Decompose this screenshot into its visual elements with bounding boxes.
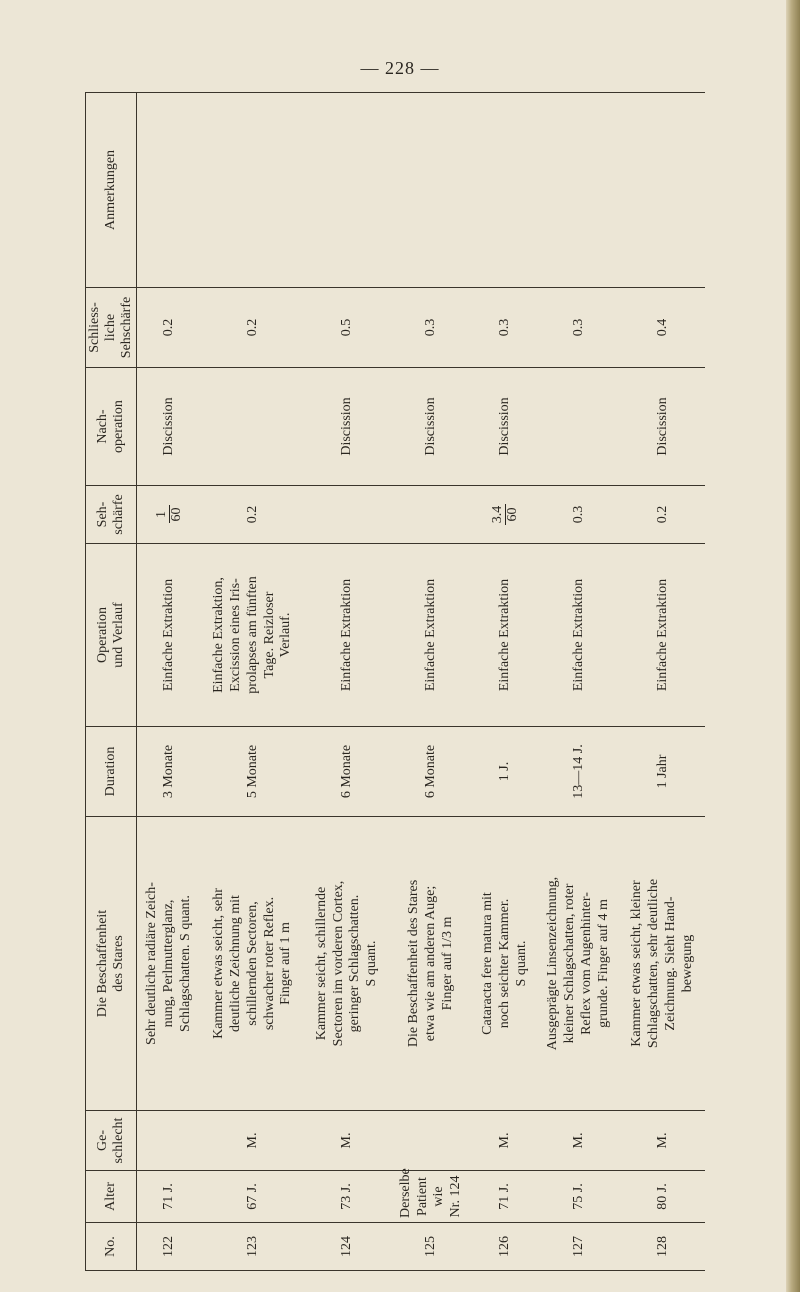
cell-operation: Einfache Extraktion	[537, 544, 621, 727]
cell-no: 126	[473, 1223, 537, 1271]
cell-nachoperation: Discission	[137, 368, 201, 486]
cell-alter: 73 J.	[305, 1171, 389, 1223]
cell-operation: Einfache Extraktion	[621, 544, 705, 727]
cell-beschaffenheit: Cataracta fere matura mit noch seichter Kammer. S quant.	[473, 817, 537, 1111]
header-row	[86, 93, 137, 1271]
cell-duration: 13—14 J.	[537, 727, 621, 817]
header-beschaffenheit: Die Beschaffenheit des Stares	[86, 817, 137, 1111]
cell-beschaffenheit: Kammer etwas seicht, kleiner Schlagschatten, sehr deutliche Zeichnung. Sieht Hand- bewegung	[621, 817, 705, 1111]
table-row	[473, 93, 537, 1271]
cell-schliessliche: 0.3	[389, 288, 473, 368]
cell-geschlecht: M.	[621, 1111, 705, 1171]
cell-operation: Einfache Extraktion	[305, 544, 389, 727]
cell-duration: 5 Monate	[201, 727, 305, 817]
cell-anmerkungen	[473, 93, 537, 288]
cell-anmerkungen	[201, 93, 305, 288]
cell-sehschaerfe: 0.2	[201, 486, 305, 544]
table-body	[137, 93, 705, 1271]
table-row	[305, 93, 389, 1271]
cell-duration: 6 Monate	[389, 727, 473, 817]
cell-schliessliche: 0.4	[621, 288, 705, 368]
header-duration: Duration	[86, 727, 137, 817]
cell-beschaffenheit: Sehr deutliche radiäre Zeich- nung, Perlmutterglanz, Schlagschatten. S quant.	[137, 817, 201, 1111]
cell-sehschaerfe	[473, 486, 537, 544]
cell-beschaffenheit: Kammer etwas seicht, sehr deutliche Zeichnung mit schillernden Sectoren, schwacher roter Reflex. Finger auf 1 m	[201, 817, 305, 1111]
fraction-numerator: 1	[155, 506, 170, 524]
cell-schliessliche: 0.3	[473, 288, 537, 368]
page-number: — 228 —	[360, 58, 440, 78]
cell-sehschaerfe	[389, 486, 473, 544]
cell-geschlecht: M.	[473, 1111, 537, 1171]
cell-geschlecht: M.	[305, 1111, 389, 1171]
table-row	[389, 93, 473, 1271]
cell-sehschaerfe: 0.2	[621, 486, 705, 544]
cell-no: 122	[137, 1223, 201, 1271]
header-nachoperation: Nach- operation	[86, 368, 137, 486]
cell-schliessliche: 0.2	[137, 288, 201, 368]
cell-no: 125	[389, 1223, 473, 1271]
cell-nachoperation: Discission	[305, 368, 389, 486]
header-alter: Alter	[86, 1171, 137, 1223]
table-row	[537, 93, 621, 1271]
cell-duration: 1 J.	[473, 727, 537, 817]
header-operation: Operation und Verlauf	[86, 544, 137, 727]
cell-operation: Einfache Extraktion, Excission eines Iris- prolapses am fünften Tage. Reizloser Verlauf.	[201, 544, 305, 727]
cell-beschaffenheit: Ausgeprägte Linsenzeichnung, kleiner Schlagschatten, roter Reflex vom Augenhinter- grunde. Finger auf 4 m	[537, 817, 621, 1111]
cell-nachoperation: Discission	[621, 368, 705, 486]
cell-alter: 75 J.	[537, 1171, 621, 1223]
cell-nachoperation	[537, 368, 621, 486]
cell-operation: Einfache Extraktion	[137, 544, 201, 727]
cell-alter: Derselbe Patient wie Nr. 124	[389, 1171, 473, 1223]
cell-beschaffenheit: Kammer seicht, schillernde Sectoren im vorderen Cortex, geringer Schlagschatten. S quant.	[305, 817, 389, 1111]
cell-nachoperation	[201, 368, 305, 486]
cell-alter: 71 J.	[137, 1171, 201, 1223]
cell-no: 128	[621, 1223, 705, 1271]
cell-geschlecht	[137, 1111, 201, 1171]
cell-anmerkungen	[621, 93, 705, 288]
cell-anmerkungen	[137, 93, 201, 288]
cell-anmerkungen	[537, 93, 621, 288]
cell-operation: Einfache Extraktion	[473, 544, 537, 727]
header-schliessliche: Schliess- liche Sehschärfe	[86, 288, 137, 368]
header-sehschaerfe: Seh- schärfe	[86, 486, 137, 544]
cell-operation: Einfache Extraktion	[389, 544, 473, 727]
table-row	[137, 93, 201, 1271]
sehschaerfe-fraction	[491, 504, 520, 526]
table-row	[201, 93, 305, 1271]
cell-alter: 67 J.	[201, 1171, 305, 1223]
header-no: No.	[86, 1223, 137, 1271]
cell-schliessliche: 0.2	[201, 288, 305, 368]
cell-beschaffenheit: Die Beschaffenheit des Stares etwa wie am anderen Auge; Finger auf 1/3 m	[389, 817, 473, 1111]
header-geschlecht: Ge- schlecht	[86, 1111, 137, 1171]
cell-geschlecht: M.	[537, 1111, 621, 1171]
cell-anmerkungen	[389, 93, 473, 288]
cell-schliessliche: 0.3	[537, 288, 621, 368]
cell-sehschaerfe	[305, 486, 389, 544]
page-edge-shadow	[786, 0, 800, 1292]
cell-nachoperation: Discission	[389, 368, 473, 486]
cell-sehschaerfe	[137, 486, 201, 544]
fraction-numerator: 3.4	[489, 505, 505, 524]
fraction-denominator: 60	[168, 507, 184, 522]
cell-no: 127	[537, 1223, 621, 1271]
fraction-denominator: 60	[504, 507, 520, 522]
cell-duration: 3 Monate	[137, 727, 201, 817]
cell-nachoperation: Discission	[473, 368, 537, 486]
sehschaerfe-fraction	[155, 506, 184, 524]
rotated-table-wrapper	[85, 93, 705, 1271]
cell-geschlecht	[389, 1111, 473, 1171]
cell-alter: 80 J.	[621, 1171, 705, 1223]
cataract-table	[85, 92, 705, 1271]
cell-duration: 6 Monate	[305, 727, 389, 817]
cell-geschlecht: M.	[201, 1111, 305, 1171]
cell-anmerkungen	[305, 93, 389, 288]
cell-sehschaerfe: 0.3	[537, 486, 621, 544]
cell-duration: 1 Jahr	[621, 727, 705, 817]
cell-no: 124	[305, 1223, 389, 1271]
cell-alter: 71 J.	[473, 1171, 537, 1223]
table-row	[621, 93, 705, 1271]
cell-no: 123	[201, 1223, 305, 1271]
cell-schliessliche: 0.5	[305, 288, 389, 368]
header-anmerkungen: Anmerkungen	[86, 93, 137, 288]
